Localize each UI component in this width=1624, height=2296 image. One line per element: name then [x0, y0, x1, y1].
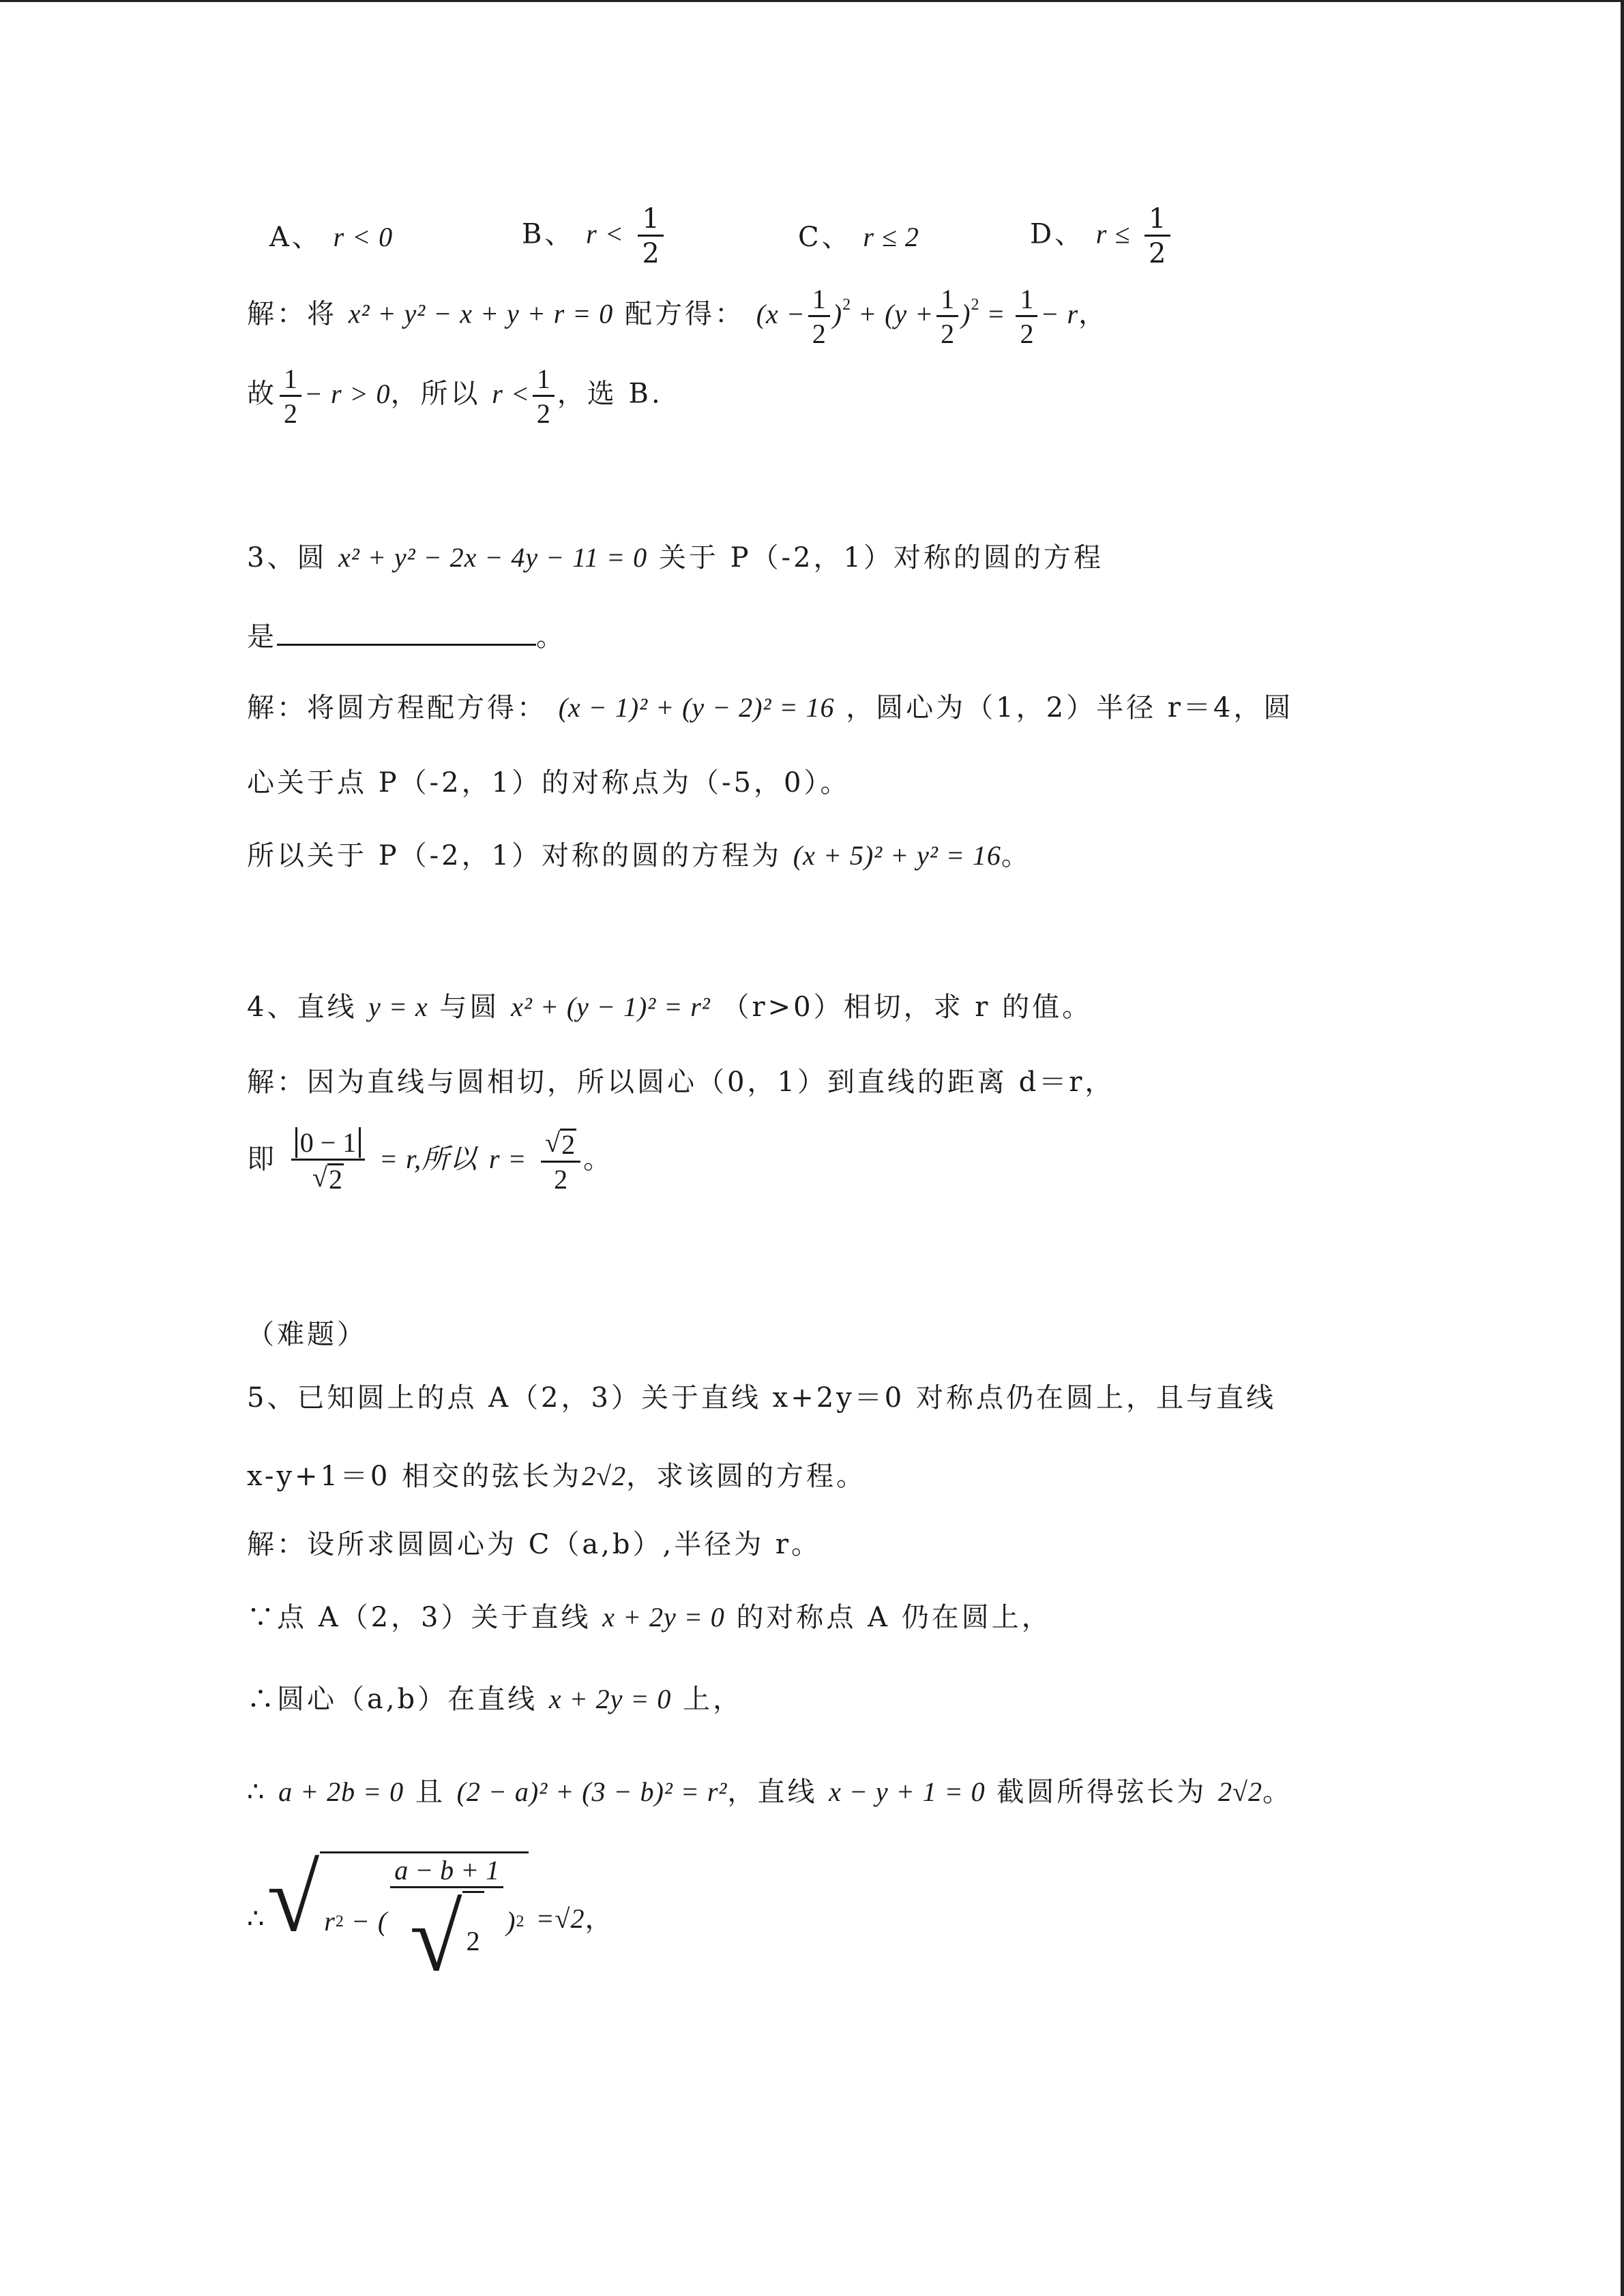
choice-c-label: C、 — [798, 222, 852, 253]
q5-solution-line-5: ∴ √ r 2 − ( a − b + 1 √ 2 ) 2 = √2 ， — [247, 1846, 615, 1991]
choice-d-fraction: $\frac{1}{2}$ — [1145, 205, 1170, 268]
q3-equation: x² + y² − 2x − 4y − 11 = 0 — [338, 542, 648, 573]
q4-line-equation: y = x — [368, 992, 428, 1022]
answer-blank[interactable] — [277, 619, 536, 646]
q4-distance-fraction: 0 − 1 √ 2 — [291, 1129, 366, 1194]
chord-length: 2√2 — [582, 1461, 627, 1491]
page-top-border — [0, 0, 1624, 2]
q3-solution-line-2: 心关于点 P（-2，1）的对称点为（-5，0）。 — [247, 767, 851, 799]
q5-stem-line-1: 5、已知圆上的点 A（2，3）关于直线 x+2y＝0 对称点仍在圆上，且与直线 — [247, 1382, 1276, 1414]
q4-result-fraction: √ 2 2 — [541, 1129, 580, 1194]
choice-a — [269, 224, 393, 251]
q3-solution-line-1: 解：将圆方程配方得： (x − 1)² + (y − 2)² = 16 ，圆心为（1，2）半径 r＝4，圆 — [247, 692, 1294, 724]
q4-stem: 4、直线 y = x 与圆 x² + (y − 1)² = r² （r>0）相切，求 r 的值。 — [247, 992, 1093, 1023]
choice-b-label: B、 — [522, 218, 575, 250]
choices-row — [269, 205, 1224, 280]
choice-b-lhs: r < — [586, 218, 624, 250]
q3-answer-equation: (x + 5)² + y² = 16 — [793, 840, 1001, 871]
q4-solution-line-2: 即 0 − 1 √ 2 = r,所以 r = √ 2 2 。 — [247, 1127, 614, 1195]
q5-solution-line-4: ∴ a + 2b = 0 且 (2 − a)² + (3 − b)² = r²，直线 x − y + 1 = 0 截圆所得弦长为 2√2。 — [247, 1776, 1293, 1808]
q3-stem-line-2: 是 。 — [247, 619, 566, 651]
choice-a-expr: r < 0 — [333, 222, 394, 252]
q5-solution-line-3: ∴圆心（a,b）在直线 x + 2y = 0 上， — [247, 1684, 743, 1715]
q5-solution-line-1: 解：设所求圆圆心为 C（a,b）,半径为 r。 — [247, 1529, 822, 1560]
q5-stem-line-2: x-y+1＝0 相交的弦长为2√2，求该圆的方程。 — [247, 1461, 867, 1492]
q5-solution-line-2: ∵点 A（2，3）关于直线 x + 2y = 0 的对称点 A 仍在圆上， — [247, 1602, 1052, 1633]
q2-equation: x² + y² − x + y + r = 0 — [348, 298, 614, 329]
q5-difficulty-tag: （难题） — [247, 1319, 367, 1350]
choice-d-label: D、 — [1030, 218, 1085, 250]
q2-solution-line-1: 解：将 x² + y² − x + y + r = 0 配方得： (x − $\frac{1}{2}$ )$^2$ + (y + $\frac{1}{2}$ )$^2$ = $\frac{1}{2}$ − r， — [247, 284, 1109, 349]
q3-completed-square: (x − 1)² + (y − 2)² = 16 — [558, 692, 835, 723]
page-right-border — [1621, 0, 1624, 2296]
q4-solution-line-1: 解：因为直线与圆相切，所以圆心（0，1）到直线的距离 d＝r， — [247, 1067, 1115, 1098]
choice-c — [798, 224, 919, 251]
choice-b-fraction: $\frac{1}{2}$ — [638, 205, 663, 268]
choice-a-label: A、 — [269, 222, 322, 253]
q5-distance-radical: √ r 2 − ( a − b + 1 √ 2 ) 2 — [267, 1851, 528, 1986]
q4-circle-equation: x² + (y − 1)² = r² — [511, 992, 711, 1022]
choice-d — [1030, 205, 1173, 268]
choice-c-expr: r ≤ 2 — [863, 222, 919, 252]
q3-solution-line-3: 所以关于 P（-2，1）对称的圆的方程为 (x + 5)² + y² = 16。 — [247, 840, 1031, 871]
choice-d-lhs: r ≤ — [1095, 218, 1131, 250]
q2-completed-square: (x − $\frac{1}{2}$ )$^2$ + (y + $\frac{1}{2}$ )$^2$ = $\frac{1}{2}$ − r — [756, 284, 1079, 349]
q3-stem-line-1: 3、圆 x² + y² − 2x − 4y − 11 = 0 关于 P（-2，1）对称的圆的方程 — [247, 542, 1104, 573]
choice-b — [522, 205, 666, 268]
q2-conclusion: 故 $\frac{1}{2}$ − r > 0，所以 r < $\frac{1}{2}$ ，选 B. — [247, 363, 663, 429]
